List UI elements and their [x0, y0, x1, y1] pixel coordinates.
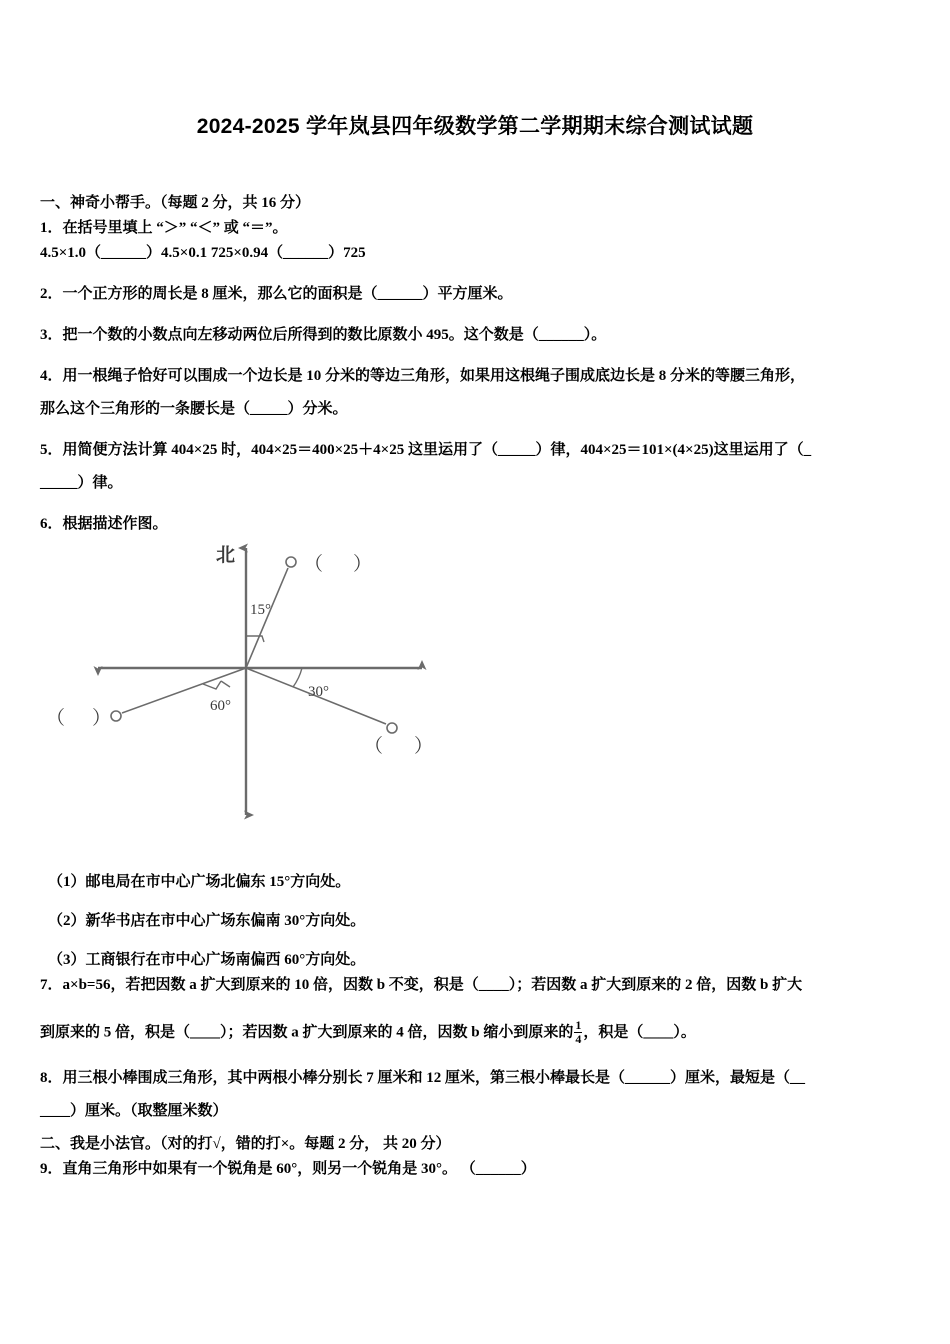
page-title: 2024-2025 学年岚县四年级数学第二学期期末综合测试试题	[196, 115, 754, 138]
question-7-text-tail: ，积是（____）。	[583, 1024, 696, 1041]
north-label: 北	[216, 545, 236, 566]
question-4-line-1	[40, 369, 920, 384]
question-7-line-1	[40, 978, 920, 993]
angle-tick-15	[246, 636, 264, 642]
angle-label-60: 60°	[210, 698, 231, 714]
ray-northeast	[246, 568, 288, 668]
question-8-number: 8．	[40, 1070, 63, 1087]
fraction-denominator: 4	[575, 1031, 582, 1046]
angle-label-15: 15°	[250, 602, 271, 618]
question-5-line-2: _____）律。	[40, 475, 123, 491]
question-3	[40, 328, 920, 343]
question-9-text: 直角三角形中如果有一个锐角是 60°，则另一个锐角是 30°。 （______）	[62, 1161, 536, 1178]
bracket-southwest-open: （	[46, 708, 66, 729]
question-6-sub-item-1: （1）邮电局在市中心广场北偏东 15°方向处。	[48, 874, 351, 890]
question-5-line-1	[40, 443, 920, 458]
question-2-text: 一个正方形的周长是 8 厘米，那么它的面积是（______）平方厘米。	[62, 286, 513, 302]
question-1-line-2: 4.5×1.0（______）4.5×0.1 725×0.94（______）725	[40, 245, 366, 261]
point-southeast	[387, 723, 397, 733]
angle-tick-60-stem	[221, 681, 230, 687]
question-6-sub-items	[40, 870, 920, 969]
question-3-text: 把一个数的小数点向左移动两位后所得到的数比原数小 495。这个数是（______）。	[62, 327, 607, 343]
question-1-text: 在括号里填上 “＞” “＜” 或 “＝”。	[62, 220, 288, 236]
paper-body-lower	[40, 978, 920, 1177]
question-7-text: a×b=56，若把因数 a 扩大到原来的 10 倍，因数 b 不变，积是（____）；若因数 a 扩大到原来的 2 倍，因数 b 扩大	[62, 977, 803, 993]
question-7-number: 7．	[40, 977, 63, 993]
question-8-text: 用三根小棒围成三角形，其中两根小棒分别长 7 厘米和 12 厘米，第三根小棒最长是（______）厘米，最短是（__	[62, 1070, 806, 1087]
question-6-number: 6．	[40, 516, 63, 532]
bracket-southwest-close: ）	[92, 708, 112, 729]
point-southwest	[111, 711, 121, 721]
question-4-number: 4．	[40, 368, 63, 384]
section-heading-2: 二、我是小法官。（对的打√，错的打×。每题 2 分， 共 20 分）	[40, 1136, 451, 1153]
question-1-number: 1．	[40, 220, 63, 236]
question-6-sub-item-3: （3）工商银行在市中心广场南偏西 60°方向处。	[48, 952, 366, 968]
question-2-number: 2．	[40, 286, 63, 302]
question-8-line-2: ____）厘米。（取整厘米数）	[40, 1103, 228, 1120]
question-3-number: 3．	[40, 327, 63, 343]
question-7-line-2	[40, 1019, 920, 1045]
question-7-text-cont: 到原来的 5 倍，积是（____）；若因数 a 扩大到原来的 4 倍，因数 b 缩小到原来的	[40, 1024, 574, 1041]
bracket-southeast-close: ）	[414, 736, 434, 757]
point-northeast	[286, 557, 296, 567]
compass-diagram	[40, 528, 500, 828]
question-6-text: 根据描述作图。	[62, 516, 168, 532]
section-heading-1: 一、神奇小帮手。（每题 2 分，共 16 分）	[40, 195, 311, 211]
question-9-number: 9．	[40, 1161, 63, 1178]
bracket-northeast-open: （	[304, 554, 324, 575]
question-2	[40, 287, 920, 302]
fraction-numerator: 1	[575, 1018, 582, 1032]
question-1-line-1	[40, 221, 920, 236]
angle-arc-30	[293, 668, 302, 687]
question-6-sub-item-2: （2）新华书店在市中心广场东偏南 30°方向处。	[48, 913, 366, 929]
question-5-number: 5．	[40, 442, 63, 458]
bracket-southeast-open: （	[364, 736, 384, 757]
question-8-line-1	[40, 1071, 920, 1086]
question-5-text: 用简便方法计算 404×25 时，404×25＝400×25＋4×25 这里运用了（_____）律，404×25＝101×(4×25)这里运用了（_	[62, 442, 812, 458]
question-9	[40, 1162, 920, 1177]
bracket-northeast-close: ）	[353, 554, 373, 575]
paper-body	[40, 196, 920, 532]
question-4-text: 用一根绳子恰好可以围成一个边长是 10 分米的等边三角形，如果用这根绳子围成底边长是 8 分米的等腰三角形，	[62, 368, 806, 384]
question-4-line-2: 那么这个三角形的一条腰长是（_____）分米。	[40, 401, 348, 417]
compass-diagram-svg	[40, 528, 500, 828]
angle-label-30: 30°	[308, 684, 329, 700]
fraction-one-quarter	[574, 1019, 582, 1045]
